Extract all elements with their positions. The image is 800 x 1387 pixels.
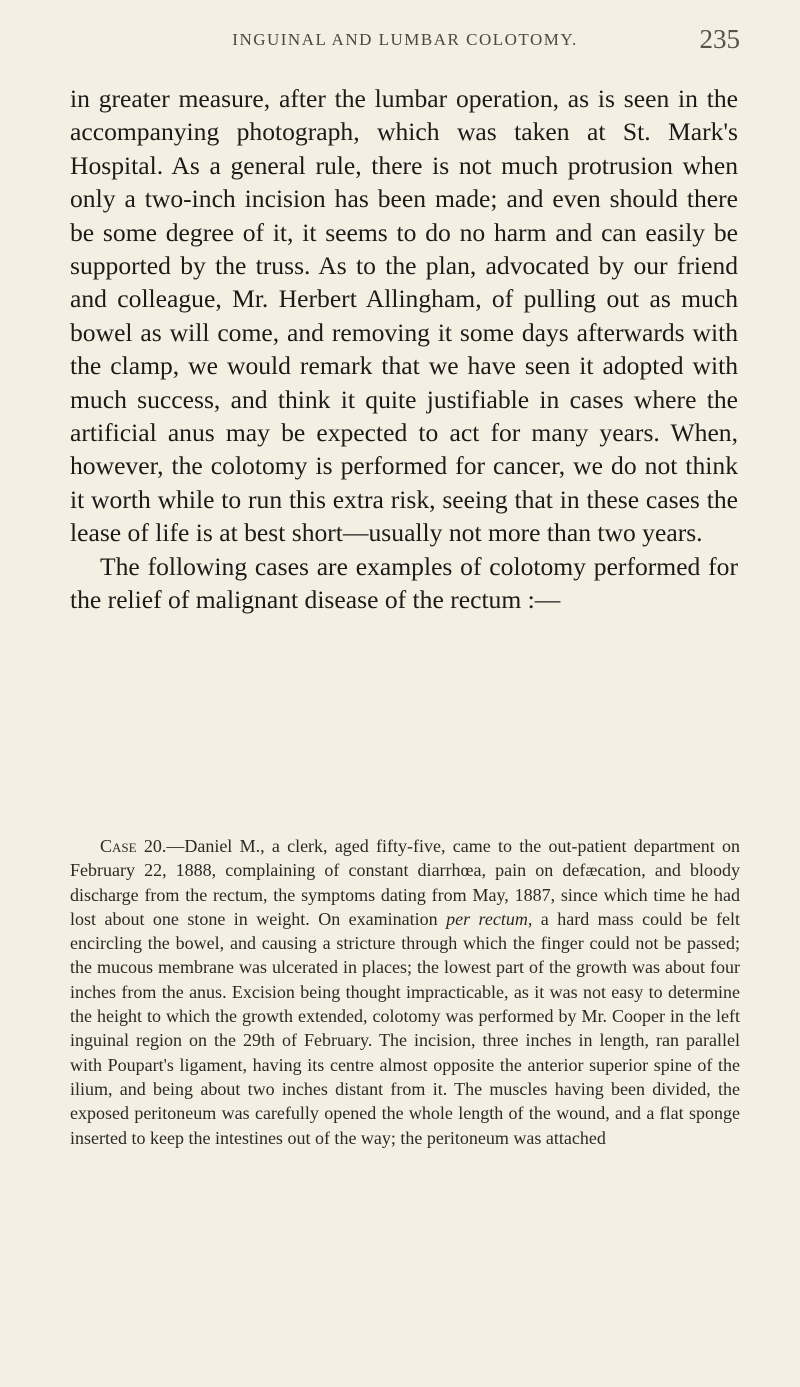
paragraph-1: in greater measure, after the lumbar operation, as is seen in the accompanying photograph, which was taken at St. Mark's Hospital. As a general rule, there is not much protrusion when only a two-inch incision has been made; and even should there be some degree of it, it seems to do no harm and can easily be supported by the truss. As to the plan, advocated by our friend and colleague, Mr. Herbert Allingham, of pulling out as much bowel as will come, and removing it some days afterwards with the clamp, we would remark that we have seen it adopted with much success, and think it quite justifiable in cases where the artificial anus may be expected to act for many years. When, however, the colotomy is performed for cancer, we do not think it worth while to run this extra risk, seeing that in these cases the lease of life is at best short—usually not more than two years.: [70, 84, 738, 548]
paragraph-2: The following cases are examples of colotomy performed for the relief of malignant disease of the rectum :—: [70, 551, 738, 615]
case-text-part-1: —Daniel M., a clerk, aged fifty-five, came to the out-patient department on February 22, 1888, complaining of constant diarrhœa, pain on defæcation, and bloody discharge from the rectum, the symptoms dating from May, 1887, since which time he had lost about one stone in weight. On examination: [70, 836, 740, 929]
page-number: 235: [699, 24, 740, 54]
case-label: Case 20.: [100, 836, 167, 856]
case-italic-term: per rectum: [446, 908, 528, 929]
running-title: INGUINAL AND LUMBAR COLOTOMY.: [232, 30, 578, 49]
case-text-part-2: , a hard mass could be felt encircling the bowel, and causing a stricture through which the finger could not be passed; the mucous membrane was ulcerated in places; the lowest part of the growth was about four inches from the anus. Excision being thought impracticable, as it was not easy to determine the height to which the growth extended, colotomy was performed by Mr. Cooper in the left inguinal region on the 29th of February. The incision, three inches in length, ran parallel with Poupart's ligament, having its centre almost opposite the anterior superior spine of the ilium, and being about two inches distant from it. The muscles having been divided, the exposed peritoneum was carefully opened the whole length of the wound, and a flat sponge inserted to keep the intestines out of the way; the peritoneum was attached: [70, 908, 740, 1148]
running-head: [70, 22, 740, 62]
main-text: [70, 82, 738, 617]
case-20-paragraph: [70, 834, 740, 1150]
